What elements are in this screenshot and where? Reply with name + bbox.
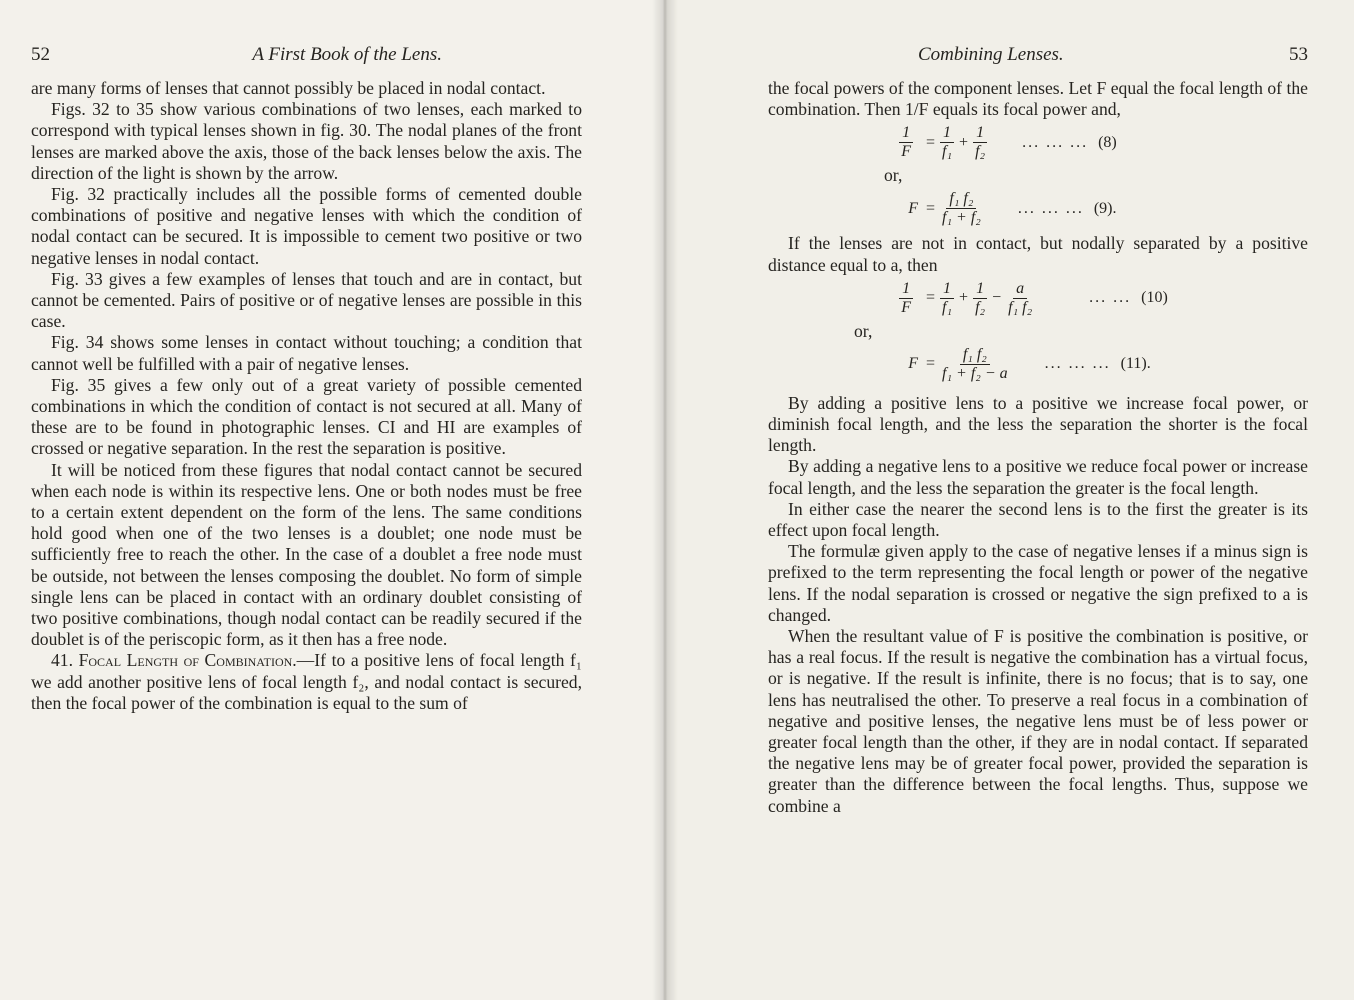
left-header [31,44,582,74]
paragraph: Fig. 32 practically includes all the possible forms of cemented double combinations of positive and negative lenses with which the condition of nodal contact can be secured. It is impossible to cement two positive or two negative lenses in nodal contact. [31,184,582,268]
section-text: —If to a positive lens of focal length f₁ we add another positive lens of focal length f₂, and nodal contact is secured, then the focal power of the combination is equal to the sum of [31,650,582,713]
equation-label: (9). [1093,199,1117,217]
equation-lhs: $\frac{1}{F}$ [768,124,926,161]
page-number: 52 [31,44,50,65]
or-text: or, [884,165,903,186]
paragraph: Fig. 35 gives a few only out of a great variety of possible cemented combinations in which the condition of contact is not secured at all. Many of these are to be found in photographic lenses. CI and HI are examples of crossed or negative separation. In the rest the separation is positive. [31,374,582,459]
equation-10: $\frac{1}{F}$ = $\frac{1}{\text{f₁}}$ + $\frac{1}{\text{f₂}}$ − $\frac{a}{\text{f₁ f₂}}$ ... ... (10) [768,280,1308,317]
equation-label: (11). [1120,355,1151,373]
page-number: 53 [1289,44,1308,65]
section-heading: Focal Length of Combination. [78,650,297,671]
paragraph: The formulæ given apply to the case of negative lenses if a minus sign is prefixed to the term representing the focal length or power of the negative lens. If the nodal separation is crossed or negative the sign prefixed to a is changed. [768,541,1308,625]
paragraph: In either case the nearer the second lens is to the first the greater is its effect upon focal length. [768,498,1308,541]
or-text: or, [854,320,873,341]
paragraph: the focal powers of the component lenses. Let F equal the focal length of the combination. Then 1/F equals its focal power and, [768,78,1308,120]
left-page [0,0,664,1000]
equation-9: F = $\frac{\text{f₁ f₂}}{\text{f₁ + f₂}}$ ... ... ... (9). [908,190,1117,227]
left-body [31,78,582,714]
paragraph: By adding a positive lens to a positive we increase focal power, or diminish focal length, and the less the separation the shorter is the focal length. [768,392,1308,456]
equation-label: (10) [1141,289,1168,307]
paragraph: It will be noticed from these figures that nodal contact cannot be secured when each node is within its respective lens. One or both nodes must be free to a certain extent dependent on the form of the lens. The same conditions hold good when one of the two lenses is a doublet; one node must be sufficiently free to reach the other. In the case of a doublet a free node must be outside, not between the lenses composing the doublet. No form of simple single lens can be placed in contact with an ordinary doublet consisting of two positive combinations, though nodal contact can be readily secured if the doublet is of the periscopic form, as it then has a free node. [31,459,582,650]
equation-label: (8) [1098,133,1117,151]
running-title: Combining Lenses. [918,44,1064,65]
paragraph: Fig. 34 shows some lenses in contact without touching; a condition that cannot well be fulfilled with a pair of negative lenses. [31,332,582,374]
paragraph: are many forms of lenses that cannot possibly be placed in nodal contact. [31,78,546,98]
section-number: 41. [51,650,73,671]
right-body [768,78,1308,817]
paragraph: Figs. 32 to 35 show various combinations of two lenses, each marked to correspond with typical lenses shown in fig. 30. The nodal planes of the front lenses are marked above the axis, those of the back lenses below the axis. The direction of the light is shown by the arrow. [31,99,582,183]
right-page [664,0,1354,1000]
running-title: A First Book of the Lens. [252,44,442,65]
section-paragraph [31,650,582,714]
equation-8: $\frac{1}{F}$ = $\frac{1}{\text{f₁}}$ + $\frac{1}{\text{f₂}}$ ... ... ... (8) [768,124,1308,161]
paragraph: By adding a negative lens to a positive we reduce focal power or increase focal length, and the less the separation the greater is the focal length. [768,456,1308,498]
paragraph: When the resultant value of F is positive the combination is positive, or has a real focus. If the result is negative the combination has a virtual focus, or is negative. If the result is infinite, there is no focus; that is to say, one lens has neutralised the other. To preserve a real focus in a combination of negative and positive lenses, the negative lens must be of less power or greater focal length than the other, if they are in nodal contact. If separated the negative lens may be of greater focal power, provided the separation is greater than the difference between the focal lengths. Thus, suppose we combine a [768,626,1308,816]
paragraph: Fig. 33 gives a few examples of lenses that touch and are in contact, but cannot be cemented. Pairs of positive or of negative lenses are possible in this case. [31,268,582,332]
equation-11: F = $\frac{\text{f₁ f₂}}{\text{f₁ + f₂ − a}}$ ... ... ... (11). [908,345,1151,382]
paragraph: If the lenses are not in contact, but nodally separated by a positive distance equal to a, then [768,233,1308,275]
right-header [768,44,1308,74]
